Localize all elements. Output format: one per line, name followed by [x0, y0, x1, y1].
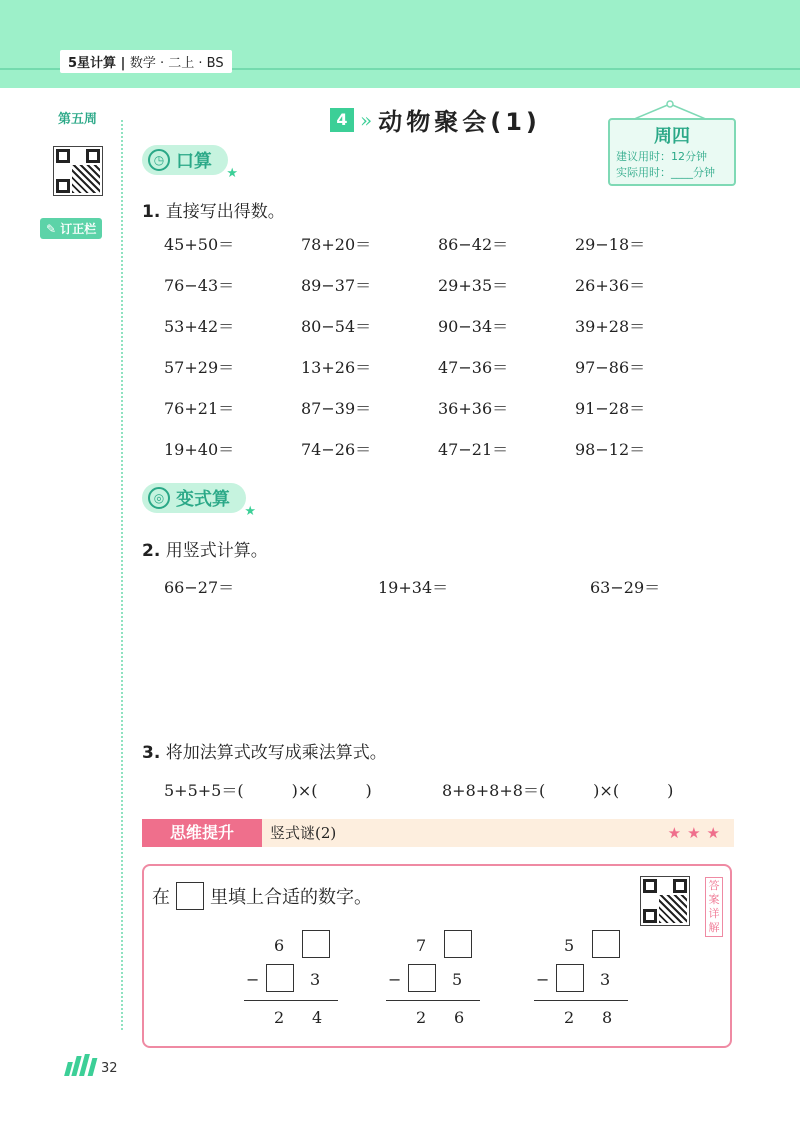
- subtraction-puzzle: [534, 930, 634, 1030]
- actual-time: 实际用时：____分钟: [616, 166, 715, 179]
- suggested-time: 建议用时：12分钟: [616, 150, 707, 163]
- calc-item: 53+42＝: [164, 317, 235, 336]
- chevron-right-icon: »: [360, 107, 373, 132]
- page-number: 32: [101, 1061, 118, 1076]
- stopwatch-icon: ◷: [148, 149, 170, 171]
- star-icon: ★: [244, 504, 256, 519]
- qr-code-icon[interactable]: [53, 146, 103, 196]
- bars-logo-icon: [66, 1054, 95, 1076]
- instruction-after: 里填上合适的数字。: [210, 887, 372, 908]
- thinking-label: 思维提升: [142, 819, 262, 847]
- thinking-banner: [142, 819, 734, 847]
- result-digit: 4: [312, 1008, 323, 1027]
- sum-line: [386, 1000, 480, 1001]
- result-digit: 2: [274, 1008, 285, 1027]
- answer-box[interactable]: [266, 964, 294, 992]
- calc-item: 98−12＝: [575, 440, 646, 459]
- question-number: 3.: [142, 743, 161, 763]
- answer-box[interactable]: [302, 930, 330, 958]
- lesson-title: [330, 102, 541, 137]
- answer-box[interactable]: [444, 930, 472, 958]
- known-digit: 3: [600, 970, 611, 989]
- subtraction-puzzle: [244, 930, 344, 1030]
- known-digit: 5: [452, 970, 463, 989]
- minus-sign: −: [388, 970, 402, 989]
- calc-item: 39+28＝: [575, 317, 646, 336]
- calc-item: 76+21＝: [164, 399, 235, 418]
- top-digit: 5: [564, 936, 575, 955]
- section-label: 口算: [176, 151, 212, 172]
- calc-item: 57+29＝: [164, 358, 235, 377]
- margin-divider: [121, 120, 123, 1030]
- vertical-calc-row: [164, 575, 724, 597]
- calc-item: 89−37＝: [301, 276, 372, 295]
- calc-item: 29+35＝: [438, 276, 509, 295]
- day-name: 周四: [654, 126, 690, 147]
- calc-item: 87−39＝: [301, 399, 372, 418]
- answer-box[interactable]: [592, 930, 620, 958]
- calc-item: 45+50＝: [164, 235, 235, 254]
- book-tag: 5星计算 | 数学 · 二上 · BS: [60, 50, 232, 73]
- top-digit: 7: [416, 936, 427, 955]
- calc-item: 26+36＝: [575, 276, 646, 295]
- calc-item: 47−36＝: [438, 358, 509, 377]
- star-icon: ★: [226, 166, 238, 181]
- calc-item: 36+36＝: [438, 399, 509, 418]
- section-label: 变式算: [176, 489, 230, 510]
- question-text: 将加法算式改写成乘法算式。: [165, 743, 387, 763]
- brand-label: 5星计算: [68, 56, 117, 71]
- vertical-calc-item: 63−29＝: [590, 578, 661, 597]
- top-digit: 6: [274, 936, 285, 955]
- puzzle-instruction: [152, 882, 372, 910]
- subtraction-puzzle: [386, 930, 486, 1030]
- blank-box-icon: [176, 882, 204, 910]
- question-number: 2.: [142, 541, 161, 561]
- instruction-before: 在: [152, 887, 170, 908]
- calc-item: 76−43＝: [164, 276, 235, 295]
- day-card: [608, 118, 736, 186]
- vertical-calc-item: 66−27＝: [164, 578, 235, 597]
- lesson-title-text: 动物聚会(1): [378, 108, 541, 136]
- vertical-calc-item: 19+34＝: [378, 578, 449, 597]
- calc-item: 80−54＝: [301, 317, 372, 336]
- minus-sign: −: [536, 970, 550, 989]
- section-oral-calc: [142, 145, 238, 181]
- hanger-icon: [610, 100, 730, 120]
- calc-item: 78+20＝: [301, 235, 372, 254]
- question-number: 1.: [142, 202, 161, 222]
- result-digit: 2: [416, 1008, 427, 1027]
- question-2: [142, 536, 268, 561]
- calc-item: 90−34＝: [438, 317, 509, 336]
- oral-calc-grid: [164, 234, 724, 461]
- top-band: [0, 0, 800, 88]
- calc-item: 19+40＝: [164, 440, 235, 459]
- calc-item: 91−28＝: [575, 399, 646, 418]
- calc-item: 74−26＝: [301, 440, 372, 459]
- multiplication-item: 5+5+5＝( )×( ): [164, 781, 372, 800]
- question-text: 直接写出得数。: [165, 202, 285, 222]
- answer-tag: 答案详解: [705, 877, 723, 937]
- calc-item: 86−42＝: [438, 235, 509, 254]
- calc-item: 13+26＝: [301, 358, 372, 377]
- page-footer: [66, 1054, 118, 1076]
- calc-item: 47−21＝: [438, 440, 509, 459]
- correction-tag: ✎ 订正栏: [40, 218, 102, 239]
- minus-sign: −: [246, 970, 260, 989]
- answer-box[interactable]: [408, 964, 436, 992]
- section-variant-calc: [142, 483, 256, 519]
- question-text: 用竖式计算。: [165, 541, 268, 561]
- thinking-topic: 竖式谜(2): [270, 824, 337, 842]
- known-digit: 3: [310, 970, 321, 989]
- sum-line: [534, 1000, 628, 1001]
- question-1: [142, 197, 285, 222]
- difficulty-stars: ★★★: [667, 824, 726, 842]
- result-digit: 6: [454, 1008, 465, 1027]
- sum-line: [244, 1000, 338, 1001]
- subject-label: 数学 · 二上 · BS: [129, 56, 224, 71]
- target-icon: ◎: [148, 487, 170, 509]
- result-digit: 2: [564, 1008, 575, 1027]
- correction-label: 订正栏: [60, 222, 97, 236]
- result-digit: 8: [602, 1008, 613, 1027]
- week-label: 第五周: [58, 112, 98, 127]
- lesson-number: 4: [330, 108, 354, 132]
- answer-box[interactable]: [556, 964, 584, 992]
- question-3: [142, 738, 387, 763]
- calc-item: 29−18＝: [575, 235, 646, 254]
- calc-item: 97−86＝: [575, 358, 646, 377]
- qr-code-icon[interactable]: [640, 876, 690, 926]
- multiplication-item: 8+8+8+8＝( )×( ): [442, 781, 674, 800]
